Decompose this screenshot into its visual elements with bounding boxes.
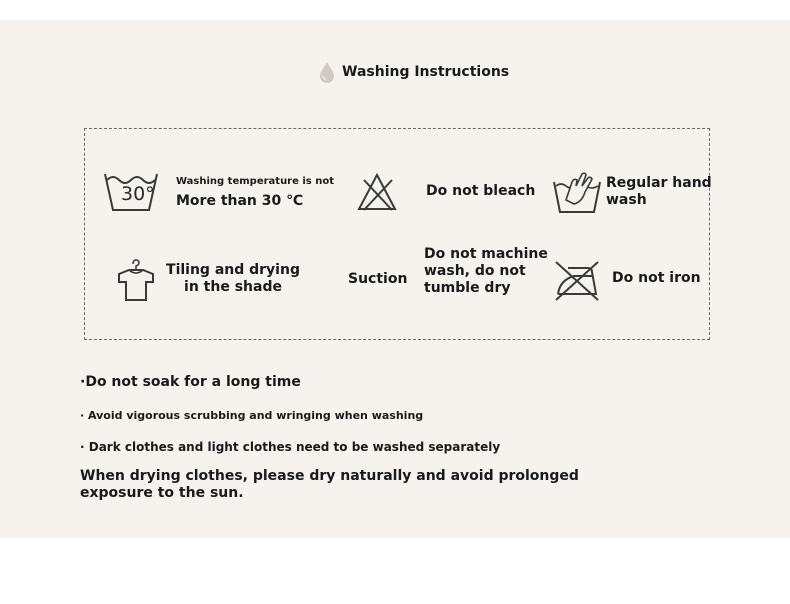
no-iron-label: Do not iron [612, 270, 701, 286]
note-drying: When drying clothes, please dry naturally and avoid prolonged exposure to the sun. [80, 468, 579, 501]
water-drop-icon [318, 61, 336, 83]
header [318, 60, 509, 84]
shade-dry-label: Tiling and drying in the shade [166, 262, 300, 295]
note-soak: ·Do not soak for a long time [80, 374, 301, 390]
hand-wash-item [552, 170, 602, 214]
washtub-temperature-number: 30° [121, 183, 155, 205]
no-bleach-item [356, 172, 398, 212]
care-symbols-box [84, 128, 710, 340]
temperature-caption: Washing temperature is not [176, 176, 335, 187]
note-scrubbing: · Avoid vigorous scrubbing and wringing when washing [80, 409, 424, 422]
no-iron-icon [552, 258, 602, 302]
page-title: Washing Instructions [342, 64, 510, 80]
wash-temperature-item [103, 170, 159, 214]
no-machine-wash-label: Do not machine wash, do not tumble dry [424, 246, 548, 296]
hand-wash-icon [552, 170, 602, 214]
temperature-label: More than 30 ℃ [176, 193, 304, 209]
shade-dry-icon [116, 258, 156, 302]
note-separate-colors: · Dark clothes and light clothes need to be washed separately [80, 440, 501, 454]
hand-wash-label: Regular hand wash [606, 175, 712, 208]
no-bleach-icon [356, 172, 398, 212]
no-bleach-label: Do not bleach [426, 183, 536, 199]
shade-dry-item [116, 258, 156, 302]
no-iron-item [552, 258, 602, 302]
suction-label: Suction [348, 271, 408, 287]
washtub-30-icon [103, 170, 159, 214]
